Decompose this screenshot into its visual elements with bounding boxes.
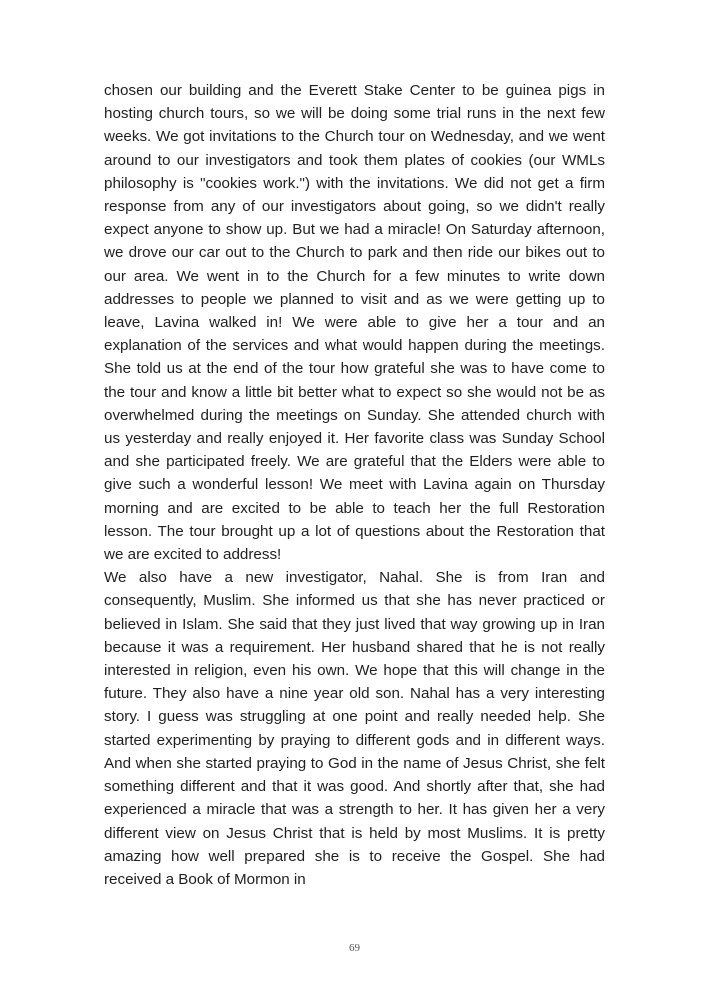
body-text	[104, 79, 605, 891]
page-number: 69	[349, 942, 360, 954]
paragraph-church-tour: chosen our building and the Everett Stake Center to be guinea pigs in hosting church tours, so we will be doing some trial runs in the next few weeks. We got invitations to the Church tour on Wednesday, and we went around to our investigators and took them plates of cookies (our WMLs philosophy is "cookies work.") with the invitations. We did not get a firm response from any of our investigators about going, so we didn't really expect anyone to show up. But we had a miracle! On Saturday afternoon, we drove our car out to the Church to park and then ride our bikes out to our area. We went in to the Church for a few minutes to write down addresses to people we planned to visit and as we were getting up to leave, Lavina walked in! We were able to give her a tour and an explanation of the services and what would happen during the meetings. She told us at the end of the tour how grateful she was to have come to the tour and know a little bit better what to expect so she would not be as overwhelmed during the meetings on Sunday. She attended church with us yesterday and really enjoyed it. Her favorite class was Sunday School and she participated freely. We are grateful that the Elders were able to give such a wonderful lesson! We meet with Lavina again on Thursday morning and are excited to be able to teach her the full Restoration lesson. The tour brought up a lot of questions about the Restoration that we are excited to address!	[104, 82, 605, 564]
paragraph-new-investigator: We also have a new investigator, Nahal. She is from Iran and consequently, Muslim. She informed us that she has never practiced or believed in Islam. She said that they just lived that way growing up in Iran because it was a requirement. Her husband shared that he is not really interested in religion, even his own. We hope that this will change in the future. They also have a nine year old son. Nahal has a very interesting story. I guess was struggling at one point and really needed help. She started experimenting by praying to different gods and in different ways. And when she started praying to God in the name of Jesus Christ, she felt something different and that it was good. And shortly after that, she had experienced a miracle that was a strength to her. It has given her a very different view on Jesus Christ that is held by most Muslims. It is pretty amazing how well prepared she is to receive the Gospel. She had received a Book of Mormon in	[104, 569, 605, 888]
